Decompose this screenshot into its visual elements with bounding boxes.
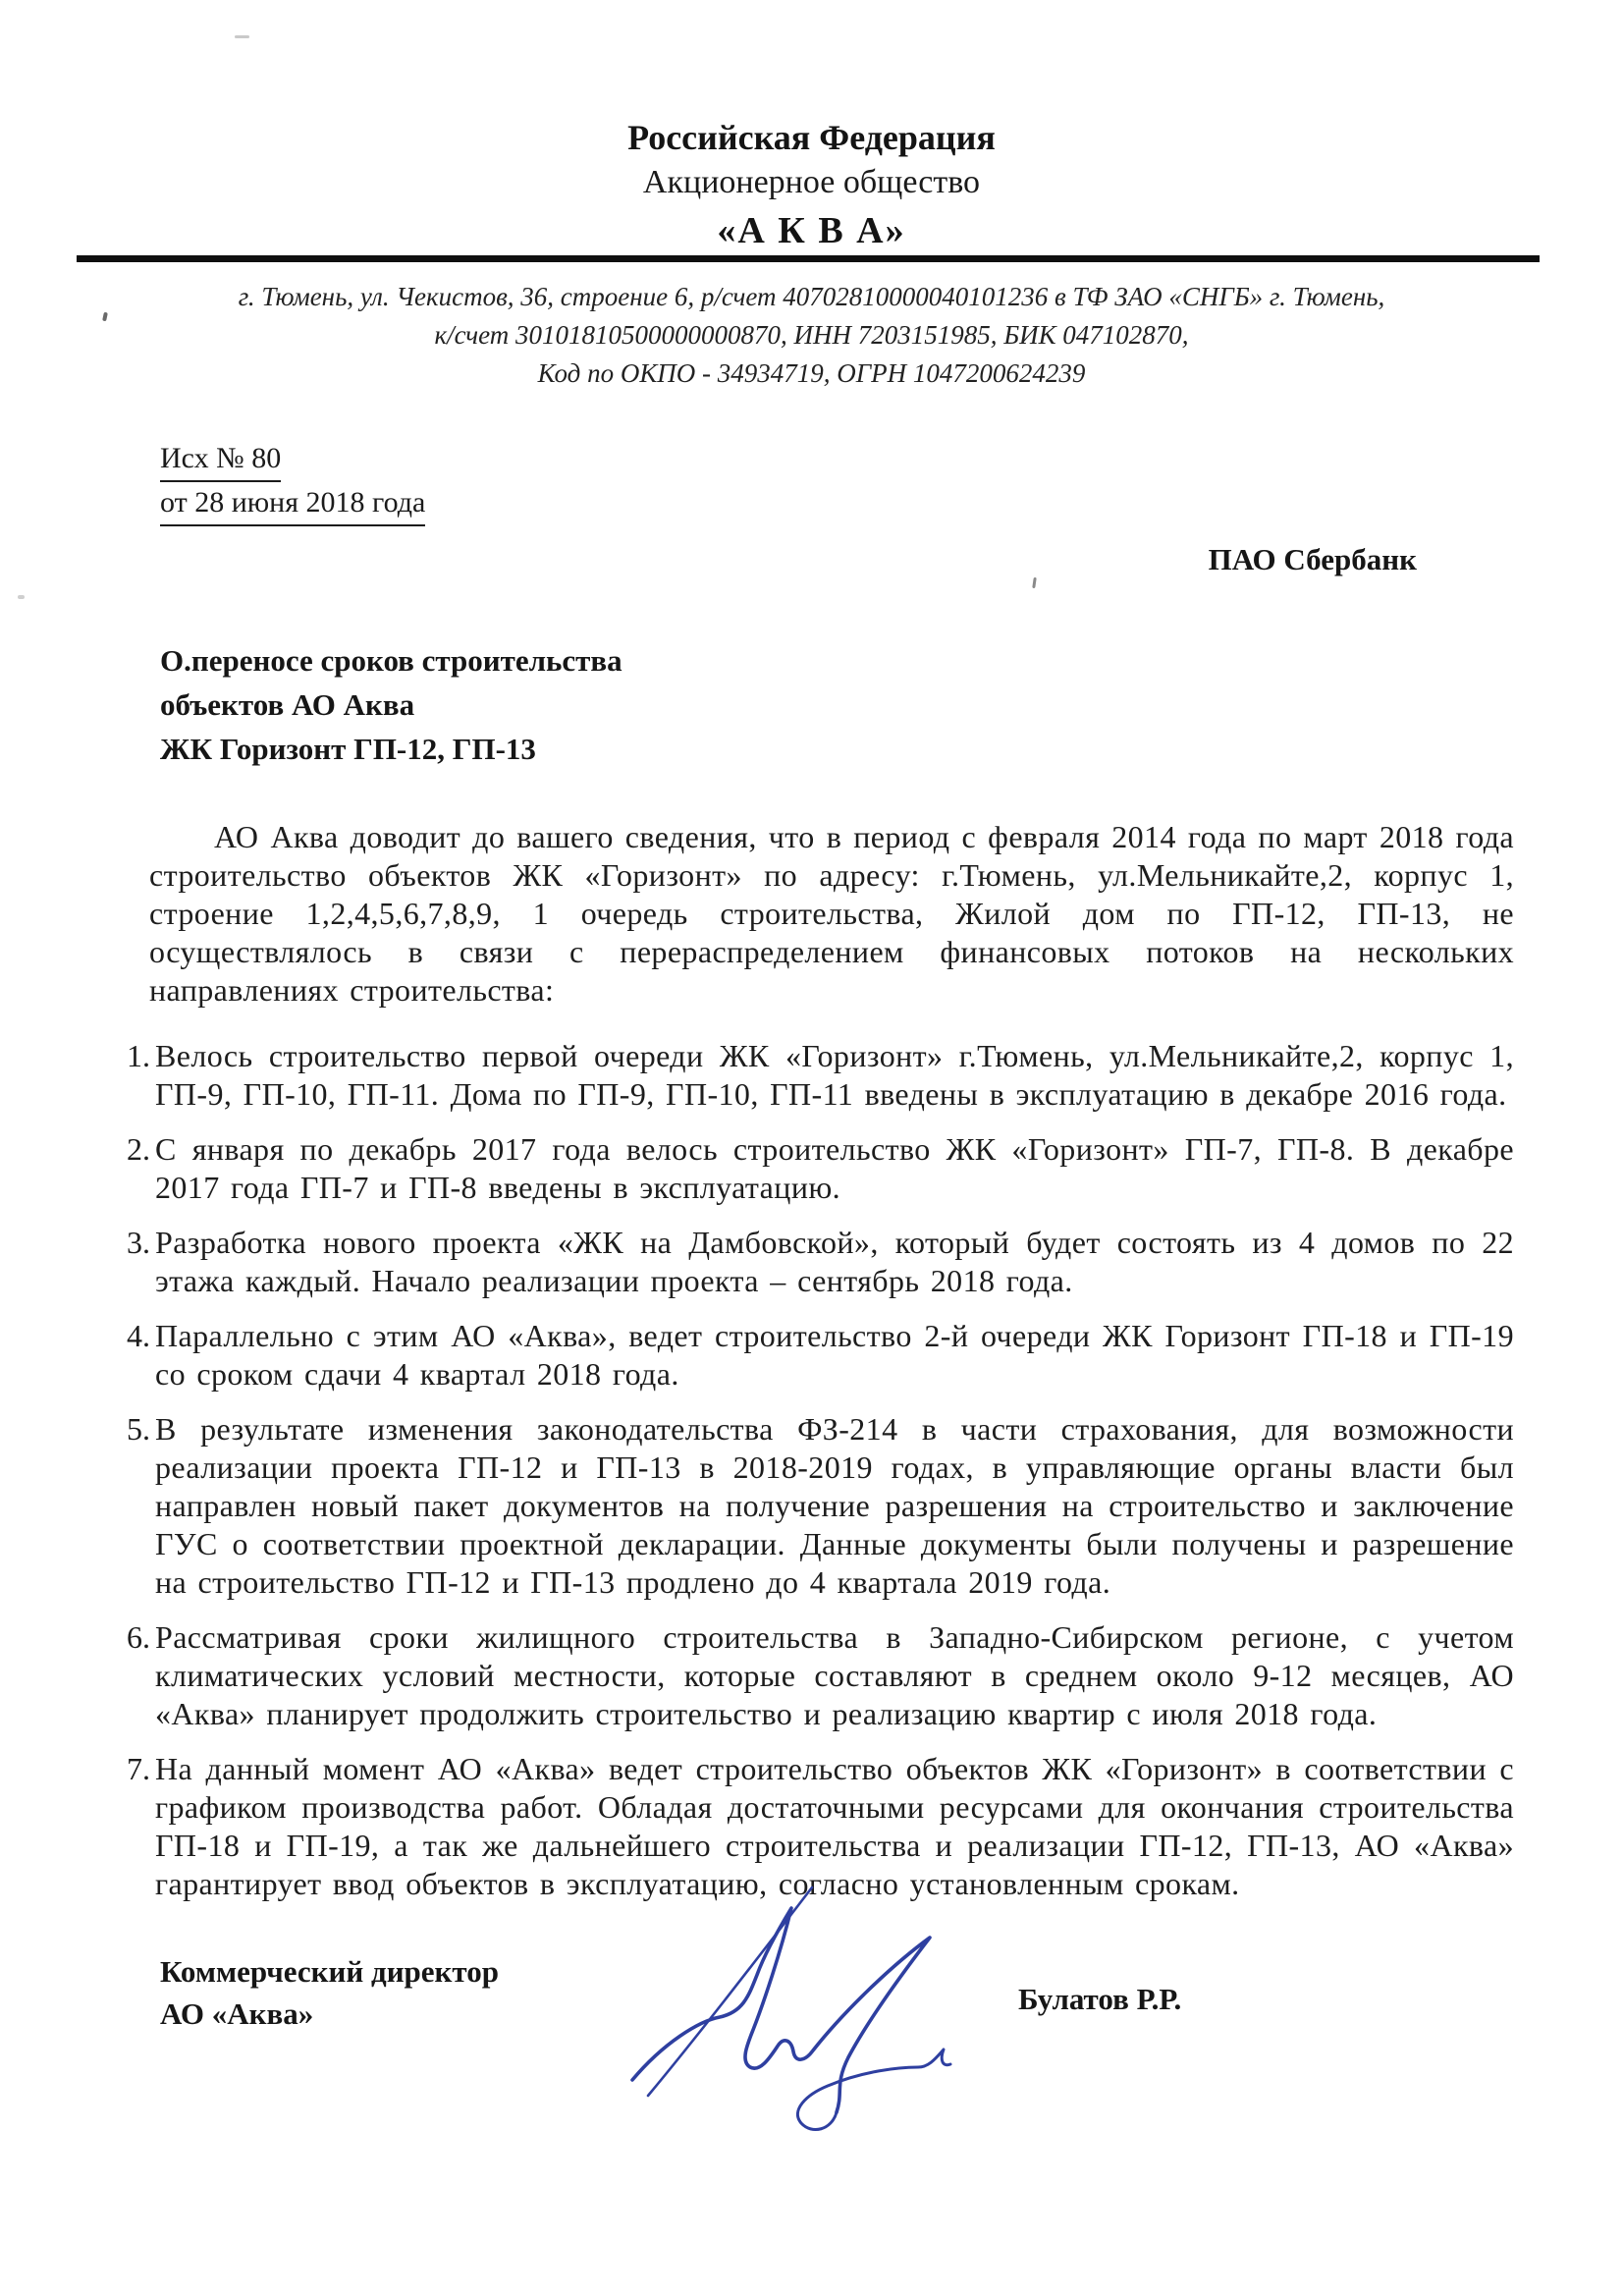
signature-stroke-main	[632, 1908, 930, 2112]
letterhead-org-name: «А К В А»	[717, 210, 906, 251]
signatory-title-line-1: Коммерческий директор	[160, 1954, 499, 1989]
list-item-text: Разработка нового проекта «ЖК на Дамбовской», который будет состоять из 4 домов по 22 этажа каждый. Начало реализации проекта – сентябрь 2018 года.	[155, 1225, 1514, 1298]
list-item-text: Рассматривая сроки жилищного строительства в Западно-Сибирском регионе, с учетом климатических условий местности, которые составляют в среднем около 9-12 месяцев, АО «Аква» планирует продолжить строительство и реализацию квартир с июля 2018 года.	[155, 1619, 1514, 1731]
list-item-text: Велось строительство первой очереди ЖК «Горизонт» г.Тюмень, ул.Мельникайте,2, корпус 1, ГП-9, ГП-10, ГП-11. Дома по ГП-9, ГП-10, ГП-11 введены в эксплуатацию в декабре 2016 года.	[155, 1038, 1514, 1112]
list-item	[127, 1224, 1514, 1300]
letterhead-country: Российская Федерация	[627, 118, 996, 157]
list-item	[127, 1130, 1514, 1207]
list-item-text: С января по декабрь 2017 года велось строительство ЖК «Горизонт» ГП-7, ГП-8. В декабре 2017 года ГП-7 и ГП-8 введены в эксплуатацию.	[155, 1131, 1514, 1205]
list-item-text: На данный момент АО «Аква» ведет строительство объектов ЖК «Горизонт» в соответствии с графиком производства работ. Обладая достаточными ресурсами для окончания строительства ГП-18 и ГП-19, а так же дальнейшего строительства и реализации ГП-12, ГП-13, АО «Аква» гарантирует ввод объектов в эксплуатацию, согласно установленным срокам.	[155, 1751, 1514, 1901]
list-item	[127, 1317, 1514, 1394]
list-item-number: 5.	[127, 1411, 150, 1447]
subject-line-2: объектов АО Аква	[160, 687, 415, 722]
subject-line-1: О.переносе сроков строительства	[160, 643, 622, 678]
reference-number: Исх № 80	[160, 438, 281, 482]
signatory-name: Булатов Р.Р.	[1018, 1982, 1182, 2016]
list-item-text: Параллельно с этим АО «Аква», ведет строительство 2-й очереди ЖК Горизонт ГП-18 и ГП-19 со сроком сдачи 4 квартал 2018 года.	[155, 1318, 1514, 1392]
signatory-title	[160, 1950, 499, 2035]
reference-block	[160, 438, 1623, 526]
signature-stroke-tail	[797, 2050, 950, 2130]
list-item-number: 3.	[127, 1225, 150, 1260]
list-item-number: 2.	[127, 1131, 150, 1167]
letter-body	[127, 818, 1514, 2245]
list-item-number: 1.	[127, 1038, 150, 1073]
address-line-2: к/счет 30101810500000000870, ИНН 7203151985, БИК 047102870,	[434, 320, 1189, 350]
scan-artifact	[1032, 577, 1037, 588]
letterhead-org-type: Акционерное общество	[642, 164, 981, 200]
letterhead-divider	[77, 255, 1540, 262]
handwritten-signature	[619, 1844, 952, 2139]
list-item	[127, 1037, 1514, 1114]
address-line-3: Код по ОКПО - 34934719, ОГРН 1047200624239	[537, 358, 1086, 388]
list-item	[127, 1618, 1514, 1733]
letterhead-address	[0, 278, 1623, 393]
list-item	[127, 1410, 1514, 1602]
signature-block	[127, 1950, 1514, 2245]
list-item-text: В результате изменения законодательства ФЗ-214 в части страхования, для возможности реализации проекта ГП-12 и ГП-13 в 2018-2019 годах, в управляющие органы власти был направлен новый пакет документов на получение разрешения на строительство и заключение ГУС о соответствии проектной декларации. Данные документы были получены и разрешение на строительство ГП-12 и ГП-13 продлено до 4 квартала 2019 года.	[155, 1411, 1514, 1600]
address-line-1: г. Тюмень, ул. Чекистов, 36, строение 6, р/счет 40702810000040101236 в ТФ ЗАО «СНГБ» г. Тюмень,	[238, 282, 1385, 311]
intro-paragraph: АО Аква доводит до вашего сведения, что в период с февраля 2014 года по март 2018 года строительство объектов ЖК «Горизонт» по адресу: г.Тюмень, ул.Мельникайте,2, корпус 1, строение 1,2,4,5,6,7,8,9, 1 очередь строительства, Жилой дом по ГП-12, ГП-13, не осуществлялось в связи с перераспределением финансовых потоков на нескольких направлениях строительства:	[149, 819, 1514, 1008]
scan-artifact	[235, 35, 249, 38]
subject-line-3: ЖК Горизонт ГП-12, ГП-13	[160, 732, 536, 766]
reference-date: от 28 июня 2018 года	[160, 482, 425, 526]
numbered-list	[127, 1037, 1514, 1903]
list-item-number: 7.	[127, 1751, 150, 1786]
signatory-title-line-2: АО «Аква»	[160, 1996, 314, 2031]
list-item-number: 6.	[127, 1619, 150, 1655]
list-item-number: 4.	[127, 1318, 150, 1353]
recipient: ПАО Сбербанк	[1208, 542, 1417, 576]
scan-artifact	[18, 595, 25, 599]
subject-block	[160, 638, 1623, 771]
